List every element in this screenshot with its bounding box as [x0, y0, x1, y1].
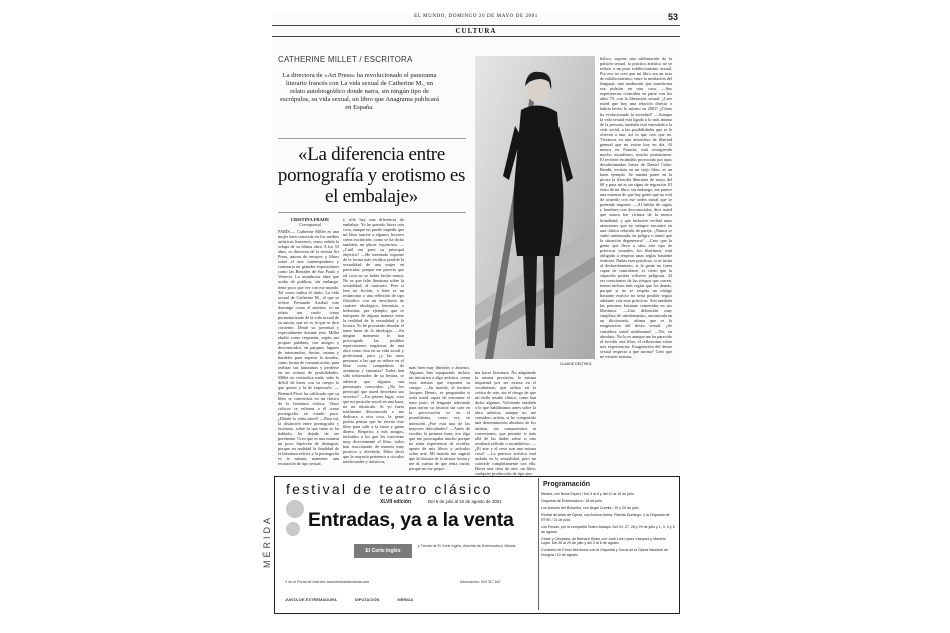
advert-store-info: y Tienda de El Corte Inglés, Avenida de Extremadura, Mérida — [418, 544, 516, 548]
advert-edition: XLVII edición — [380, 499, 412, 505]
divider — [278, 212, 466, 213]
photo-credit: CLAUDE DELTHEIL — [560, 362, 592, 366]
emblem-icon — [286, 522, 300, 536]
programme-item: Los Persas, por la compañía Teatro Atalaya. Del 24, 27, 28 y 29 de julio y 1, 3, 4 y 5 de agosto. — [541, 524, 675, 534]
programme-item: Los Amores del Ruiseñor, con Ángel Corella / 19 y 20 de julio. — [541, 506, 640, 511]
running-head-bar — [272, 14, 680, 22]
advert-sponsors — [285, 597, 535, 602]
sponsor: MÉRIDA — [397, 597, 414, 602]
emblem-icon — [286, 500, 304, 518]
article-kicker: CATHERINE MILLET / ESCRITORA — [278, 55, 413, 64]
programme-item: Concierto de Ennio Morricone con la Orquesta y Coros de la Ópera Nacional de Hungría / 10 de agosto. — [541, 548, 669, 557]
divider — [278, 138, 466, 139]
sponsor: DIPUTACIÓN — [354, 597, 380, 602]
advert-phone: Información: 924 317 847 — [460, 580, 501, 584]
programme-item: Orquesta de Extremadura / 16 de julio. — [541, 499, 603, 504]
text-column-4: nía hacer literatura. No adaptando la misma precisión, la misma inquietud por ser exacta en el vocabulario, que utilizo en la crítica de arte, sin el riesgo de que mi estilo resulte clínico, como han dicho algunos. Volviendo también a lo que hablábamos antes sobre la obra artística, aunque no me considero artista, si he compartido una determinación absoluta de los artistas, sin compromisos ni concesiones, que permite ir más allá de las dudas sobre si uno resultará ridículo o escandaloso. —¿El arte y el sexo son una misma cosa? —La práctica artística está aislada en la sexualidad, pero no coincide completamente con ella. Hacer una obra de arte, un libro, cualquier producción de tipo sim- — [475, 370, 536, 476]
advert-vertical-city: MÉRIDA — [262, 514, 272, 568]
portrait-illustration — [475, 56, 595, 359]
programme-item: César y Cleopatra, de Bernard Shaw, con José Luis López Vázquez y Marcelo Luján. Del 26 al 29 de julio y del 2 al 6 de agosto. — [541, 536, 666, 546]
advert-dates: Del 5 de julio al 10 de agosto de 2001 — [428, 499, 502, 504]
advert-web-line: Y en el Portal de Internet: www.festivaldemerida.com — [285, 580, 370, 584]
text-column-3: más bien muy liberales y abiertos. Algunos han equiparado incluso mi iniciativa a algo artístico, como esos artistas que exponen su cuerpo. —Su marido, el escritor Jacques Henric, se preguntaba si sería usted capaz de encontrar el tono justo, el lenguaje adecuado para narrar su historia sin caer en la provocación ni en el proselitismo, como era su intención ¿Fue esta una de las mayores dificultades? —Antes de escribir la primera frase, era algo que me preocupaba mucho porque no tenía experiencia de escribir, aparte de mis libros y artículos sobre arte. Mi marido me sugirió que la historia de la misma forma y me di cuenta de que tenía razón, porque no me propo- — [409, 365, 470, 471]
article-intro: La directora de «Art Press» ha revolucionado el panorama literario francés con La vida sexual de Catherine M., un relato autobiográfico donde narra, sin ningún tipo de escrúpulos, su vida sexual, un libro que Anagrama publicará en España. — [280, 72, 439, 112]
page-number: 53 — [667, 12, 678, 22]
programme-item: Medea, con Nuria Espert / Del 5 al 8 y del 10 al 15 de julio. — [541, 492, 635, 496]
advert-festival-title: festival de teatro clásico — [286, 481, 493, 497]
text-column-2: y sólo hay una diferencia de embalaje. Yo he querido hacer otra cosa, aunque no puedo impedir que mi libro suscite a algunos lectores cierta excitación, como se ha dicho también, un placer voyeurista. —¿Cuál era pues su principal objetivo? —He intentado exponer de la forma más verídica posible la sexualidad de una mujer en particular, porque me parecía que tal cosa no se había hecho nunca. No es que falte literatura sobre la sexualidad, al contrario. Pero si lees no ficción, o bien es un testimonio o una reflexión de tipo filosófico con un envoltorio de carácter ideológico, feminista, o hedonista, por ejemplo, que se interpone de alguna manera entre la realidad de la sexualidad y la lectura. Yo he procurado abordar el tema fuera de la ideología. —En ningún momento le han preocupado las posibles repercusiones negativas de una obra como ésta en su vida social y profesional, pero ¿y las otras personas a las que se refiere en el libro como compañeros de aventuras y fantasías? Todos han sido informados de su lectura, se advierte que algunos son personajes conocidos. ¿No les preocupó que usted desvelara sus secretos? —En primer lugar, creo que mi posición social en una baza, no un obstáculo. Si yo fuera totalmente desconocida o me dedicara a otra cosa, la gente podría pensar que he escrito este libro para salir a la fama y ganar dinero. Respecto a mis amigos, incluidos a los que les concierne muy directamente el libro, todos han reaccionado de manera muy positiva y divertida. Debo decir que la mayoría pertenece a círculos intelectuales y artísticos, — [343, 217, 404, 465]
portrait-photo — [475, 56, 595, 359]
text-column-1: PARÍS.— Catherine Millet es una mujer bien conocida en los medios artísticos franceses, como señala la solapa de su última obra. A los 53 años, es directora de la revista Art Press, autora de ensayos y libros sobre el arte contemporáneo y comisaria en grandes exposiciones como las Bienales de Sao Paulo y Venecia. La asombrosa obra que acaba de publicar, sin embargo, tiene poco que ver con ese mundo. Tal como indica el título, La vida sexual de Catherine M., al que se refiere Fernando Arrabal este domingo como el anterior, es un relato tan crudo como pormenorizado de la vida sexual de su autora, que no es lo que se dice corriente. Desde su juventud y especialmente durante esta, Millet eludió como respuesta, según sus propias palabras, con amigos y desconocidos, en parques, lugares de intercambio, fiestas, saunas y burdeles para superar la timidez, como forma de comunicación, para realizar sus fantasmas y perderse en un océano de posibilidades. Millet no reivindica nada, sabe lo difícil de hacer con su cuerpo lo que quiere y la de expresarlo. —Bernard Pivot ha calificado que su libro se convertiría en un clásico de la literatura erótica. Otros críticos se refieren a él como pornografía en estado puro. ¿Dónde lo sitúa usted? —Para mí, la distinción entre pornografía y erotismo, sobre la que tanto se ha hablado, ha dejado de ser pertinente. Creo que es una manera un poco hipócrita de distinguir, porque en realidad la finalidad de la literatura erótica y la pornografía es la misma, mantener una excitación de tipo sexual, — [278, 229, 339, 467]
advert-divider — [538, 478, 539, 610]
programme-list — [541, 492, 675, 560]
author-name: CRISTINA FRADE — [290, 217, 330, 222]
headline: «La diferencia entre pornografía y erotismo es el embalaje» — [277, 144, 466, 207]
sponsor: JUNTA DE EXTREMADURA — [285, 597, 337, 602]
text-column-5: bólico, supone una sublimación de la pulsión sexual, la práctica artística no se reduce a un puro exhibicionismo sexual. Por eso no creo que mi libro sea un acto de exhibicionismo; entre la mediación del lenguaje, una mediación que transforma esa pulsión en otra cosa. —Sus experiencias coinciden en parte con los años 70, con la liberación sexual. ¿Cree usted que hoy una relación directa o habría hecho lo mismo en 2001? ¿Cómo ha evolucionado la sociedad? —Aunque la vida sexual está ligada a lo más íntimo de la persona, también está vinculada a la vida social, a las posibilidades que se le ofrecen a uno, así es que creo que no. Vivíamos en una atmósfera de libertad general que no existe hoy en día. Al menos en Francia, está resurgiendo mucho moralismo, mucho puritanismo. El reciente escándalo provocado por unas desafortunadas frases de Daniel Cohn-Bendit, escritas en un viejo libro, es un buen ejemplo. Se intenta poner en la picota la filosofía libertaria de mayo del 68 y para mí es un signo de regresión. El éxito de mi libro, sin embargo, me parece una muestra de que hay gente que no está de acuerdo con ese orden moral que se pretende imponer. —Al hablar de orgías y hombres con desconocidos, dice usted que nunca fue víctima de la menor brutalidad, y que inclusive recibió unas atenciones que no siempre encontró en una clásica relación de pareja. ¿Nunca se sintió amenazada, en peligro o temió que la situación degenerara? —Creo que la gente que lleva a cabo este tipo de prácticas sexuales, los libertinos, está obligada a respetar unas reglas bastante estrictas. Dadas esas prácticas, si se incita al desbordamiento, si la gente no fuera capaz de controlarse, es cierto que la situación podría volverse peligrosa. Al ser conscientes de los riesgos que corren, tienen incluso más reglas que los demás, porque si no se respeta un código bastante estricto no sería posible seguir adelante con esas prácticas. Son también las personas bastante contenidas en sus libertinos. —Una definición muy simplista de «ninfomanía», encontrada en un diccionario, afirma que es la exageración del deseo sexual. ¿Se considera usted ninfómana? —No, en absoluto. No lo es aunque me ha parecido al escribir este libro, el reflexionar sobre mis experiencias. Exageración del deseo sexual respecto a qué norma? Creo que no existen normas. — [600, 56, 672, 359]
programme-title: Programación — [543, 481, 591, 488]
store-logo: El Corte Inglés — [354, 544, 412, 558]
section-label: CULTURA — [272, 25, 680, 37]
programme-item: Recital de Arias de Ópera, con Ainhoa Arteta, Plácido Domingo, y la Orquesta de RTVE / 21 de julio. — [541, 513, 670, 522]
advert-slogan: Entradas, ya a la venta — [308, 509, 514, 531]
author-role: Corresponsal — [299, 222, 321, 227]
running-head: EL MUNDO, DOMINGO 20 DE MAYO DE 2001 — [414, 14, 538, 19]
